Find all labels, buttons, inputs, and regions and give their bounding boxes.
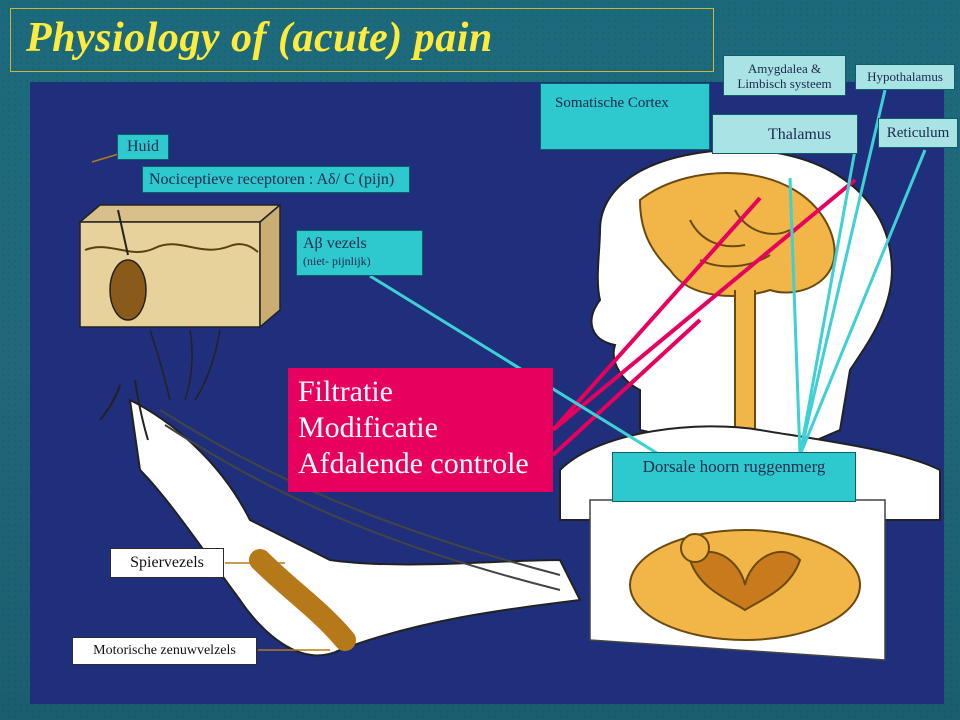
label-reticulum: Reticulum (878, 118, 958, 148)
modulation-afdalende-controle: Afdalende controle (298, 447, 529, 480)
label-nociceptors: Nociceptieve receptoren : Aδ/ C (pijn) (142, 166, 410, 193)
label-amygdala-line1: Amygdalea & (747, 61, 822, 76)
skin-illustration (80, 205, 280, 400)
label-dorsal-horn: Dorsale hoorn ruggenmerg (612, 452, 856, 502)
label-amygdala (723, 55, 846, 96)
modulation-box (288, 368, 553, 492)
modulation-modificatie: Modificatie (298, 411, 438, 444)
label-ab-fibers-subtitle: (niet- pijnlijk) (303, 254, 371, 268)
label-motor-nerves: Motorische zenuwvelzels (72, 637, 257, 665)
label-huid: Huid (117, 134, 169, 160)
label-somatic-cortex: Somatische Cortex (540, 83, 710, 150)
spinal-cord-illustration (590, 500, 885, 660)
label-amygdala-line2: Limbisch systeem (737, 76, 832, 91)
modulation-filtratie: Filtratie (298, 375, 393, 408)
label-thalamus: Thalamus (712, 114, 858, 154)
label-spiervezels: Spiervezels (110, 548, 224, 578)
label-ab-fibers (296, 230, 423, 276)
label-hypothalamus: Hypothalamus (855, 64, 955, 90)
label-ab-fibers-title: Aβ vezels (303, 235, 367, 252)
page-title: Physiology of (acute) pain (26, 15, 493, 61)
